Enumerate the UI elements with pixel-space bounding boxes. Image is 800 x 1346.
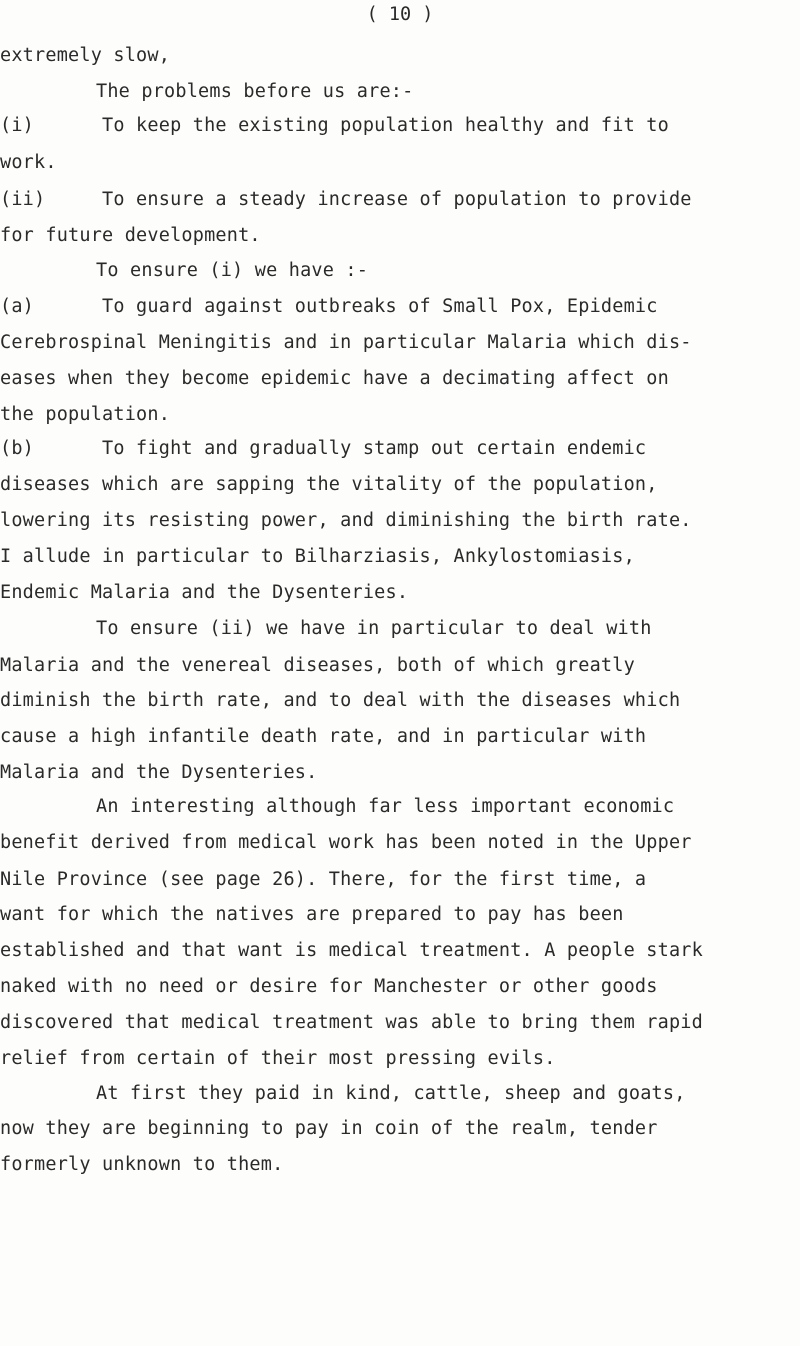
text-line: (b) To fight and gradually stamp out certain endemic [0, 438, 647, 459]
text-line: for future development. [0, 225, 261, 246]
text-line: (ii) To ensure a steady increase of population to provide [0, 189, 692, 210]
text-line: The problems before us are:- [96, 81, 414, 102]
text-line: At first they paid in kind, cattle, sheep and goats, [96, 1083, 686, 1104]
text-line: naked with no need or desire for Manchester or other goods [0, 976, 658, 997]
text-line: discovered that medical treatment was able to bring them rapid [0, 1012, 703, 1033]
text-line: work. [0, 152, 57, 173]
text-line: the population. [0, 404, 171, 425]
page-number: ( 10 ) [366, 4, 434, 25]
text-line: Cerebrospinal Meningitis and in particular Malaria which dis- [0, 332, 692, 353]
text-line: (a) To guard against outbreaks of Small Pox, Epidemic [0, 296, 658, 317]
text-line: (i) To keep the existing population healthy and fit to [0, 115, 669, 136]
text-line: I allude in particular to Bilharziasis, Ankylostomiasis, [0, 546, 635, 567]
text-line: diminish the birth rate, and to deal with the diseases which [0, 690, 681, 711]
text-line: To ensure (ii) we have in particular to deal with [96, 618, 652, 639]
text-line: formerly unknown to them. [0, 1154, 284, 1175]
text-line: lowering its resisting power, and diminishing the birth rate. [0, 510, 692, 531]
text-line: Nile Province (see page 26). There, for the first time, a [0, 869, 647, 890]
text-line: Endemic Malaria and the Dysenteries. [0, 582, 409, 603]
text-line: extremely slow, [0, 45, 171, 66]
text-line: To ensure (i) we have :- [96, 260, 369, 281]
text-line: eases when they become epidemic have a decimating affect on [0, 368, 669, 389]
text-line: Malaria and the Dysenteries. [0, 762, 318, 783]
text-line: An interesting although far less important economic [96, 796, 675, 817]
text-line: benefit derived from medical work has been noted in the Upper [0, 832, 692, 853]
text-line: established and that want is medical treatment. A people stark [0, 940, 703, 961]
text-line: now they are beginning to pay in coin of the realm, tender [0, 1118, 658, 1139]
text-line: diseases which are sapping the vitality of the population, [0, 474, 658, 495]
text-line: relief from certain of their most pressing evils. [0, 1048, 556, 1069]
text-line: want for which the natives are prepared to pay has been [0, 904, 624, 925]
text-line: Malaria and the venereal diseases, both of which greatly [0, 655, 635, 676]
text-line: cause a high infantile death rate, and in particular with [0, 726, 647, 747]
